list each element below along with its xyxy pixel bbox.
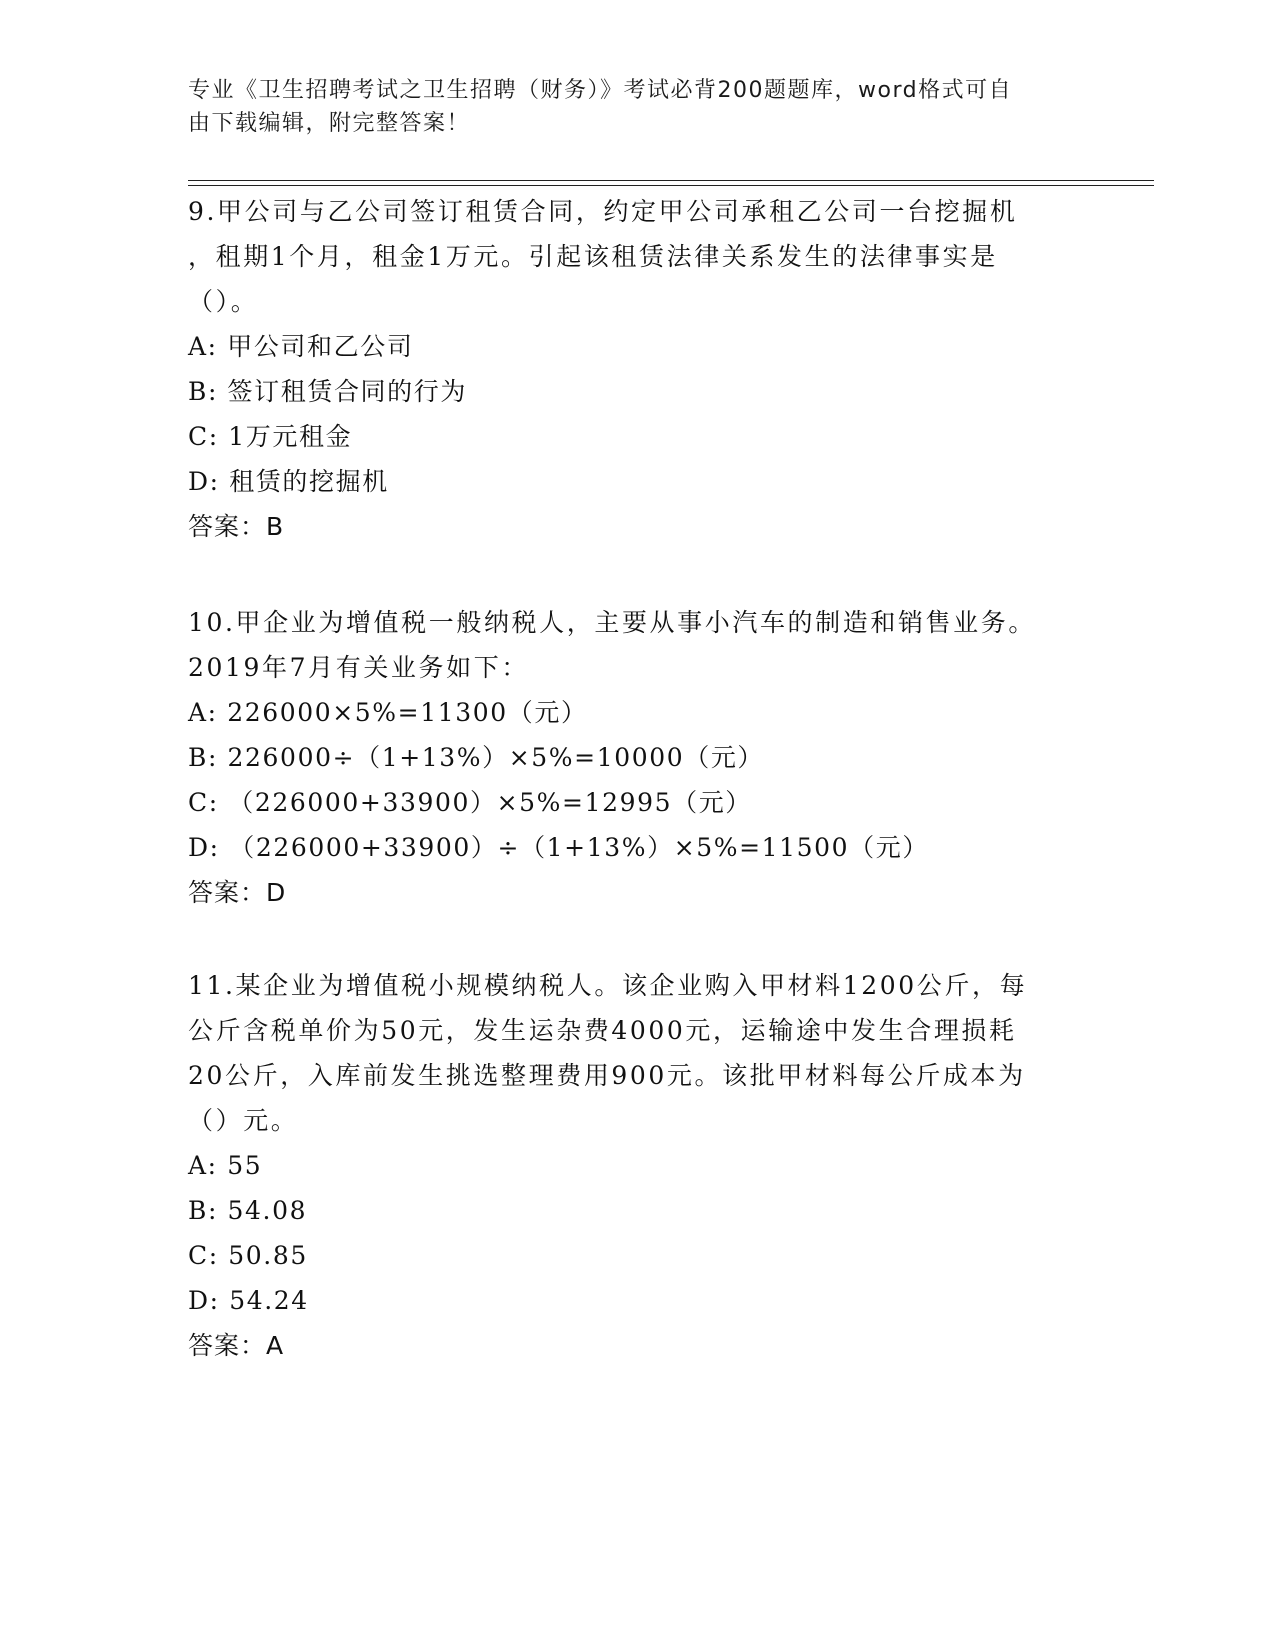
question-stem-line: 11.某企业为增值税小规模纳税人。该企业购入甲材料1200公斤，每 <box>188 971 1028 1000</box>
question-stem-line: 公斤含税单价为50元，发生运杂费4000元，运输途中发生合理损耗 <box>188 1016 1017 1045</box>
question-stem-line: 20公斤，入库前发生挑选整理费用900元。该批甲材料每公斤成本为 <box>188 1061 1026 1090</box>
answer-line: 答案：D <box>188 878 287 907</box>
option-a: A: 甲公司和乙公司 <box>188 332 414 361</box>
option-d: D: 租赁的挖掘机 <box>188 467 389 496</box>
question-stem-line: ，租期1个月，租金1万元。引起该租赁法律关系发生的法律事实是 <box>188 242 998 271</box>
option-a: A: 226000×5%=11300（元） <box>188 698 588 727</box>
question-stem-line: 2019年7月有关业务如下： <box>188 653 529 682</box>
header-divider-bottom <box>188 185 1154 186</box>
question-stem-line: （）。 <box>188 287 259 316</box>
option-c: C: 1万元租金 <box>188 422 353 451</box>
header-line-2: 由下载编辑，附完整答案！ <box>188 111 471 136</box>
question-stem-line: 10.甲企业为增值税一般纳税人，主要从事小汽车的制造和销售业务。 <box>188 608 1036 637</box>
header-line-1: 专业《卫生招聘考试之卫生招聘（财务）》考试必背200题题库，word格式可自 <box>188 78 1013 103</box>
option-b: B: 226000÷（1+13%）×5%=10000（元） <box>188 743 765 772</box>
question-10 <box>188 600 1068 915</box>
header-divider-top <box>188 180 1154 181</box>
option-a: A: 55 <box>188 1151 263 1180</box>
document-header <box>188 74 1088 140</box>
option-c: C: （226000+33900）×5%=12995（元） <box>188 788 752 817</box>
question-11 <box>188 963 1068 1368</box>
question-stem-line: （）元。 <box>188 1106 299 1135</box>
option-b: B: 签订租赁合同的行为 <box>188 377 467 406</box>
option-d: D: （226000+33900）÷（1+13%）×5%=11500（元） <box>188 833 929 862</box>
answer-line: 答案：A <box>188 1331 285 1360</box>
option-d: D: 54.24 <box>188 1286 309 1315</box>
question-9 <box>188 189 1068 549</box>
question-stem-line: 9.甲公司与乙公司签订租赁合同，约定甲公司承租乙公司一台挖掘机 <box>188 197 1018 226</box>
answer-line: 答案：B <box>188 512 285 541</box>
option-b: B: 54.08 <box>188 1196 308 1225</box>
option-c: C: 50.85 <box>188 1241 308 1270</box>
